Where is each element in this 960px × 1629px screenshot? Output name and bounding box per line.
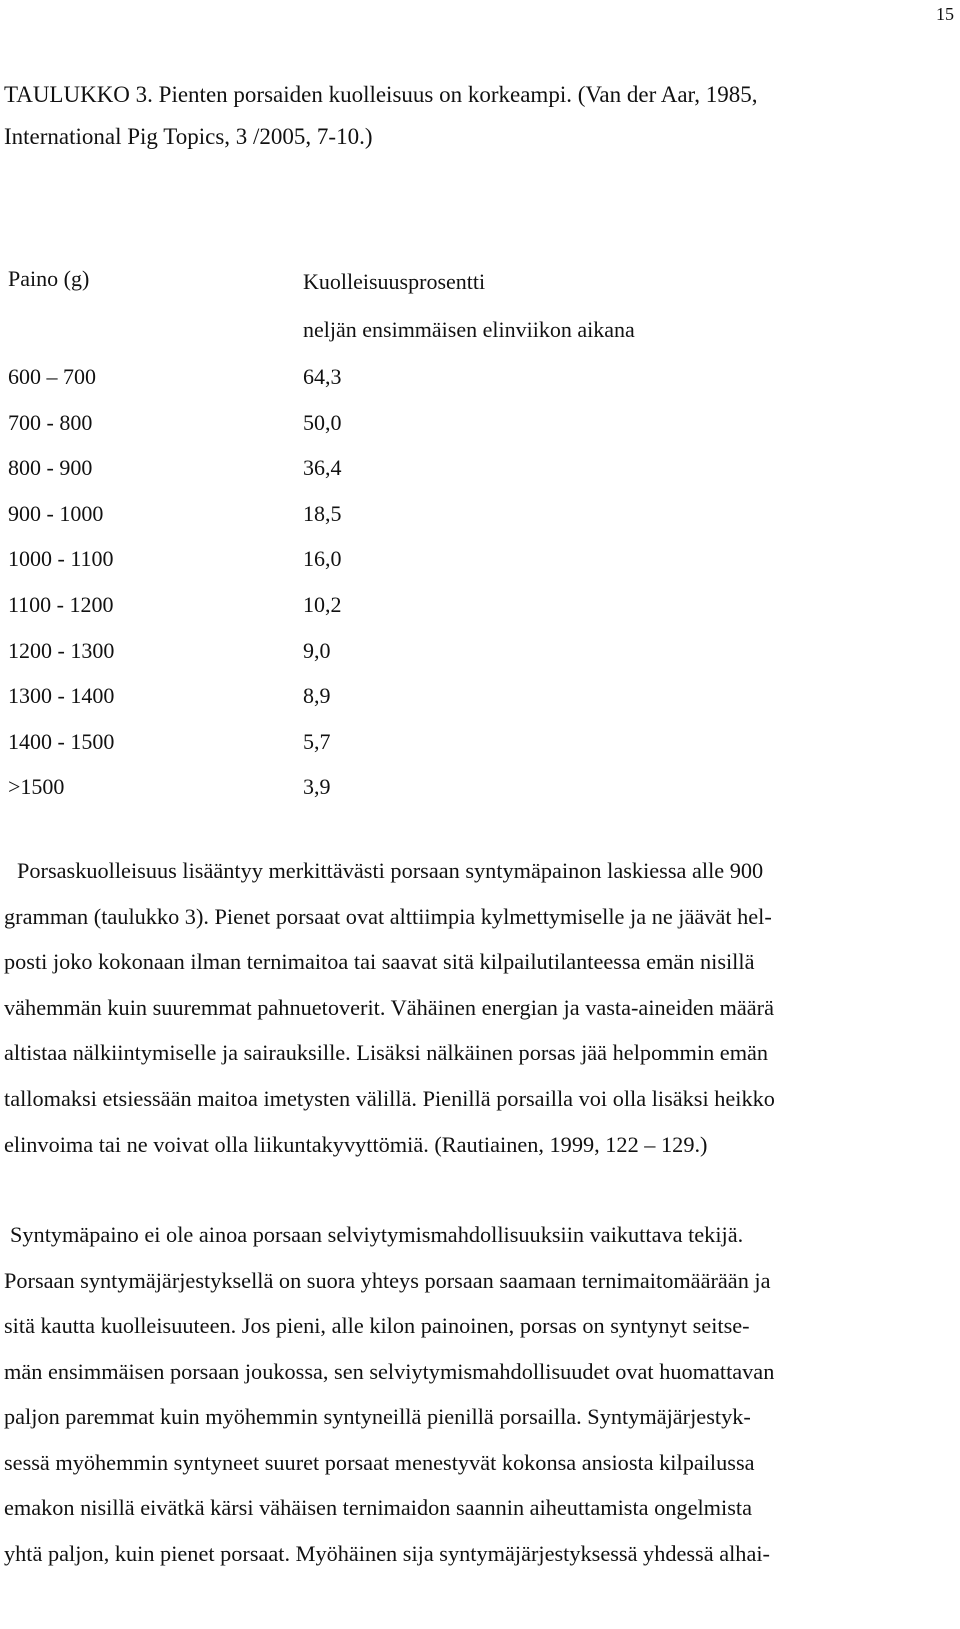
mortality-cell: 3,9 <box>303 774 331 800</box>
weight-cell: 900 - 1000 <box>8 500 104 526</box>
mortality-table <box>8 258 708 810</box>
paragraph-line: emakon nisillä eivätkä kärsi vähäisen ternimaidon saannin aiheuttamista ongelmista <box>4 1495 752 1520</box>
header-mortality <box>303 258 635 354</box>
mortality-cell: 9,0 <box>303 637 331 663</box>
table-row <box>8 536 708 582</box>
table-row <box>8 582 708 628</box>
paragraph-line: Syntymäpaino ei ole ainoa porsaan selviytymismahdollisuuksiin vaikuttava tekijä. <box>10 1222 744 1247</box>
weight-cell: 1300 - 1400 <box>8 683 115 709</box>
mortality-cell: 16,0 <box>303 546 342 572</box>
paragraph-line: vähemmän kuin suuremmat pahnuetoverit. Vähäinen energian ja vasta-aineiden määrä <box>4 994 774 1020</box>
paragraph-line: Porsaskuolleisuus lisääntyy merkittävästi porsaan syntymäpainon laskiessa alle 900 <box>17 858 764 883</box>
table-row <box>8 445 708 491</box>
weight-cell: 1000 - 1100 <box>8 546 114 572</box>
weight-cell: >1500 <box>8 774 65 800</box>
header-weight: Paino (g) <box>8 266 90 291</box>
page-number: 15 <box>936 4 954 24</box>
mortality-cell: 8,9 <box>303 683 331 709</box>
paragraph-line: paljon paremmat kuin myöhemmin syntyneillä pienillä porsailla. Syntymäjärjestyk- <box>4 1404 751 1429</box>
header-mortality-line2: neljän ensimmäisen elinviikon aikana <box>303 317 635 342</box>
weight-cell: 600 – 700 <box>8 364 96 389</box>
weight-cell: 1200 - 1300 <box>8 637 115 663</box>
paragraph-line: män ensimmäisen porsaan joukossa, sen selviytymismahdollisuudet ovat huomattavan <box>4 1358 775 1384</box>
body-paragraph <box>4 848 775 1167</box>
table-row <box>8 628 708 674</box>
mortality-cell: 5,7 <box>303 728 331 754</box>
paragraph-line: sessä myöhemmin syntyneet suuret porsaat menestyvät kokonsa ansiosta kilpailussa <box>4 1449 755 1475</box>
mortality-cell: 18,5 <box>303 500 342 526</box>
table-row <box>8 491 708 537</box>
weight-cell: 1400 - 1500 <box>8 728 115 754</box>
table-row <box>8 354 708 400</box>
body-paragraph <box>4 1212 774 1576</box>
paragraph-line: gramman (taulukko 3). Pienet porsaat ovat alttiimpia kylmettymiselle ja ne jäävät hel- <box>4 903 772 929</box>
mortality-cell: 64,3 <box>303 364 342 389</box>
table-row <box>8 764 708 810</box>
paragraph-line: Porsaan syntymäjärjestyksellä on suora yhteys porsaan saamaan ternimaitomäärään ja <box>4 1267 771 1293</box>
mortality-cell: 10,2 <box>303 591 342 617</box>
mortality-cell: 36,4 <box>303 455 342 481</box>
paragraph-line: elinvoima tai ne voivat olla liikuntakyvyttömiä. (Rautiainen, 1999, 122 – 129.) <box>4 1131 708 1157</box>
table-row <box>8 400 708 446</box>
table-header <box>8 258 708 354</box>
paragraph-line: altistaa nälkiintymiselle ja sairauksille. Lisäksi nälkäinen porsas jää helpommin emän <box>4 1040 769 1066</box>
table-row <box>8 673 708 719</box>
caption-line: TAULUKKO 3. Pienten porsaiden kuolleisuus on korkeampi. (Van der Aar, 1985, <box>4 82 758 107</box>
weight-cell: 700 - 800 <box>8 409 93 435</box>
table-row <box>8 719 708 765</box>
paragraph-line: tallomaksi etsiessään maitoa imetysten välillä. Pienillä porsailla voi olla lisäksi heikko <box>4 1085 775 1111</box>
paragraph-line: posti joko kokonaan ilman ternimaitoa tai saavat sitä kilpailutilanteessa emän nisillä <box>4 949 755 975</box>
table-caption <box>4 74 924 158</box>
weight-cell: 1100 - 1200 <box>8 591 114 617</box>
paragraph-line: yhtä paljon, kuin pienet porsaat. Myöhäinen sija syntymäjärjestyksessä yhdessä alhai- <box>4 1540 770 1566</box>
paragraph-line: sitä kautta kuolleisuuteen. Jos pieni, alle kilon painoinen, porsas on syntynyt seitse- <box>4 1313 750 1338</box>
weight-cell: 800 - 900 <box>8 455 93 481</box>
header-mortality-line1: Kuolleisuusprosentti <box>303 269 486 294</box>
caption-line: International Pig Topics, 3 /2005, 7-10.) <box>4 124 373 149</box>
mortality-cell: 50,0 <box>303 409 342 435</box>
